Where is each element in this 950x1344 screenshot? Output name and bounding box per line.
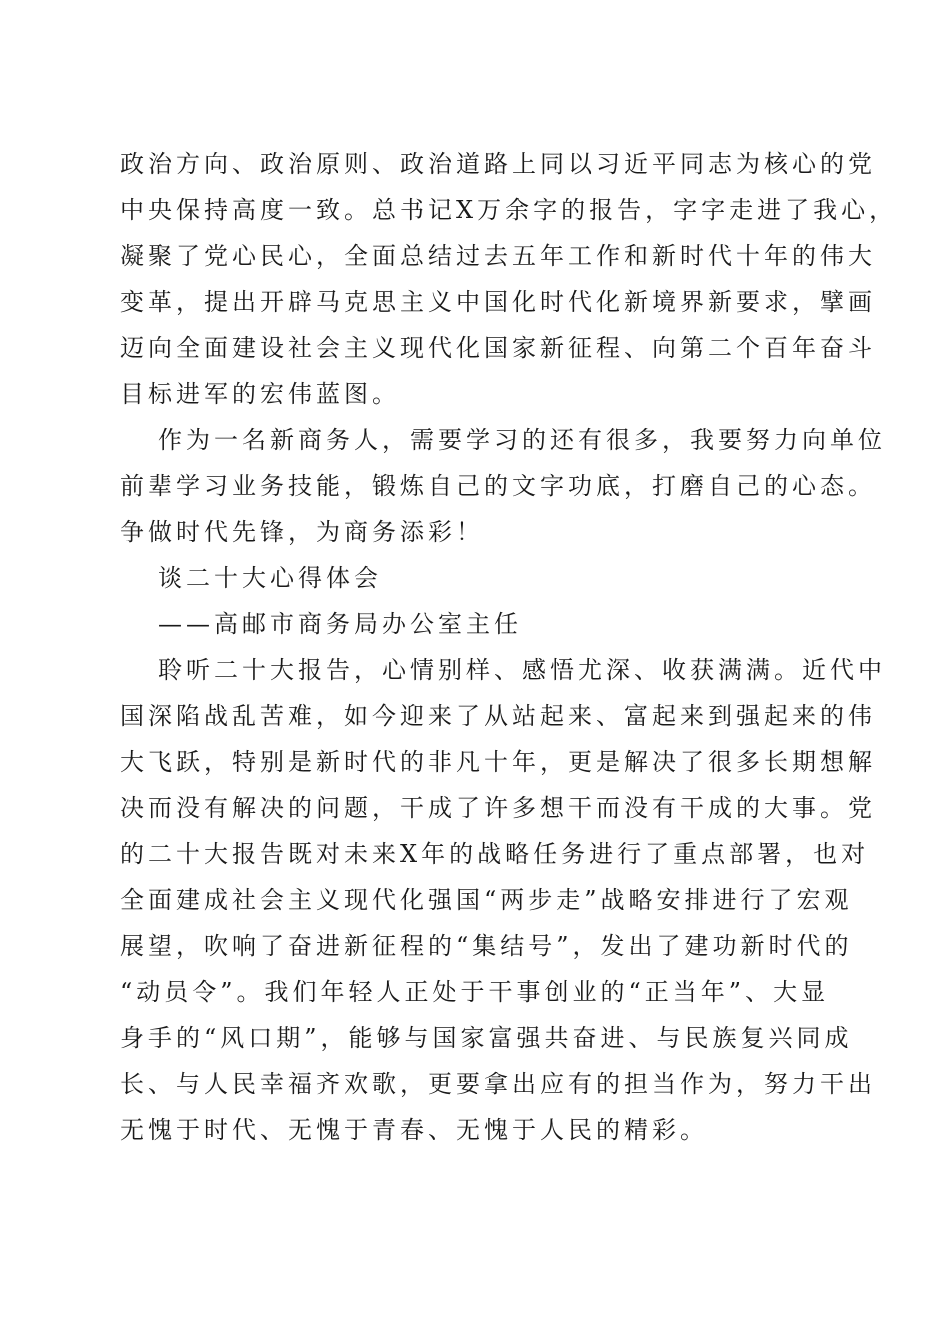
text-line-14: 大飞跃，特别是新时代的非凡十年，更是解决了很多长期想解 <box>120 748 876 776</box>
article-author: ——高邮市商务局办公室主任 <box>158 610 522 638</box>
text-line-15: 决而没有解决的问题，干成了许多想干而没有干成的大事。党 <box>120 794 876 822</box>
article-title: 谈二十大心得体会 <box>158 564 382 592</box>
text-line-4: 变革，提出开辟马克思主义中国化时代化新境界新要求，擘画 <box>120 288 876 316</box>
text-line-19: “动员令”。我们年轻人正处于干事创业的“正当年”、大显 <box>120 978 830 1006</box>
text-line-5: 迈向全面建设社会主义现代化国家新征程、向第二个百年奋斗 <box>120 334 876 362</box>
text-line-13: 国深陷战乱苦难，如今迎来了从站起来、富起来到强起来的伟 <box>120 702 876 730</box>
text-line-3: 凝聚了党心民心，全面总结过去五年工作和新时代十年的伟大 <box>120 242 876 270</box>
text-line-7: 作为一名新商务人，需要学习的还有很多，我要努力向单位 <box>158 426 886 454</box>
text-line-9: 争做时代先锋，为商务添彩！ <box>120 518 484 546</box>
text-line-21: 长、与人民幸福齐欢歌，更要拿出应有的担当作为，努力干出 <box>120 1070 876 1098</box>
text-line-16: 的二十大报告既对未来X年的战略任务进行了重点部署，也对 <box>120 840 870 868</box>
text-line-2: 中央保持高度一致。总书记X万余字的报告，字字走进了我心， <box>120 196 898 224</box>
text-line-8: 前辈学习业务技能，锻炼自己的文字功底，打磨自己的心态。 <box>120 472 876 500</box>
text-line-1: 政治方向、政治原则、政治道路上同以习近平同志为核心的党 <box>120 150 876 178</box>
document-body <box>120 141 898 1153</box>
text-line-17: 全面建成社会主义现代化强国“两步走”战略安排进行了宏观 <box>120 886 853 914</box>
text-line-20: 身手的“风口期”，能够与国家富强共奋进、与民族复兴同成 <box>120 1024 853 1052</box>
text-line-18: 展望，吹响了奋进新征程的“集结号”，发出了建功新时代的 <box>120 932 853 960</box>
text-line-12: 聆听二十大报告，心情别样、感悟尤深、收获满满。近代中 <box>158 656 886 684</box>
text-line-22: 无愧于时代、无愧于青春、无愧于人民的精彩。 <box>120 1116 708 1144</box>
text-line-6: 目标进军的宏伟蓝图。 <box>120 380 400 408</box>
